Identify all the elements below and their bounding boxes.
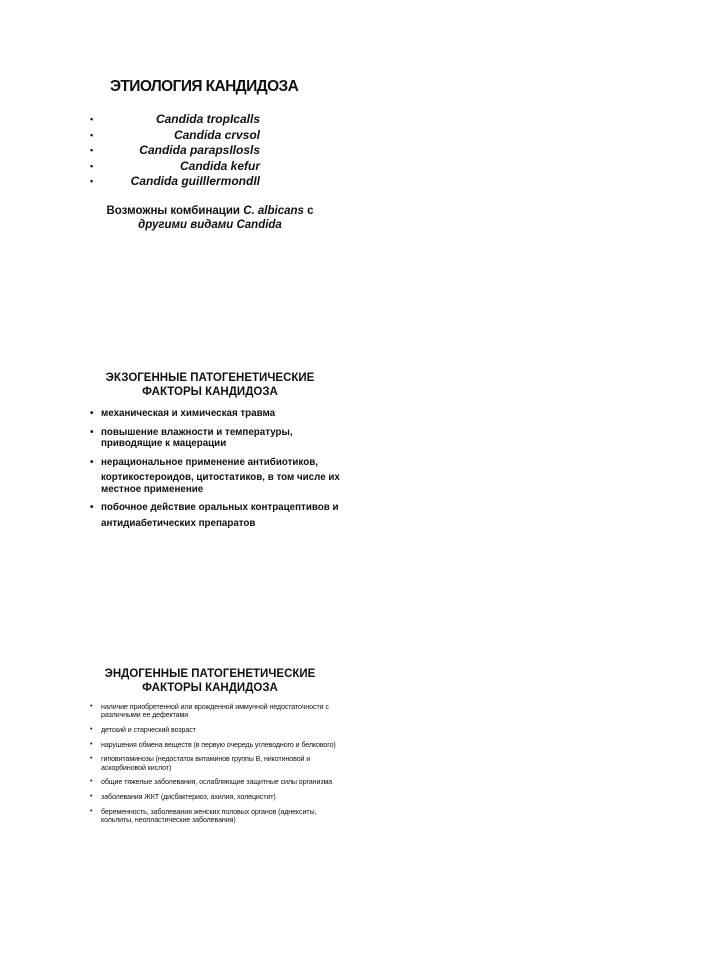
species-list — [90, 112, 260, 190]
list-item: • повышение влажности и температуры, приводящие к мацерации — [90, 426, 293, 449]
list-item: • побочное действие оральных контрацептивов и антидиабетических препаратов — [90, 502, 339, 529]
list-item: • Candida tropIcalls — [90, 112, 260, 126]
bullet-icon: • — [90, 160, 94, 171]
bullet-icon: • — [90, 807, 93, 815]
slide-endogenous-factors — [0, 640, 717, 960]
bullet-icon: • — [90, 778, 93, 786]
endogenous-factor-list — [90, 703, 340, 831]
list-item: • Candida parapsIlosls — [90, 143, 260, 157]
combination-note: Возможны комбинации C. albicans с другими видами Candida — [106, 205, 314, 231]
exogenous-factor-list — [90, 408, 340, 536]
list-item: • Candida crvsol — [90, 127, 260, 142]
list-item: • нерациональное применение антибиотиков, кортикостероидов, цитостатиков, в том числе их местное применение — [90, 456, 340, 495]
list-item: • беременность, заболевания женских половых органов (аднекситы, кольпиты, неопластические заболевания) — [90, 807, 317, 824]
bullet-icon: • — [90, 502, 94, 513]
bullet-icon: • — [90, 755, 93, 763]
bullet-icon: • — [90, 456, 94, 468]
list-item: • заболевания ЖКТ (дисбактериоз, ахилия, холецистит) — [90, 792, 276, 801]
list-item: • Candida kefur — [90, 158, 260, 173]
bullet-icon: • — [90, 145, 94, 155]
bullet-icon: • — [90, 129, 94, 140]
bullet-icon: • — [90, 725, 93, 733]
bullet-icon: • — [90, 176, 94, 186]
slide-exogenous-factors — [0, 320, 717, 640]
bullet-icon: • — [90, 740, 93, 748]
slide-title: ЭКЗОГЕННЫЕ ПАТОГЕНЕТИЧЕСКИЕ ФАКТОРЫ КАНДИДОЗА — [105, 372, 315, 398]
bullet-icon: • — [90, 703, 93, 710]
bullet-icon: • — [90, 408, 94, 419]
slide-title: ЭНДОГЕННЫЕ ПАТОГЕНЕТИЧЕСКИЕ ФАКТОРЫ КАНДИДОЗА — [104, 668, 316, 694]
bullet-icon: • — [90, 426, 94, 438]
slide-etiology — [0, 0, 717, 320]
slide-title: ЭТИОЛОГИЯ КАНДИДОЗА — [110, 78, 299, 95]
list-item: • нарушения обмена веществ (в первую очередь углеводного и белкового) — [90, 740, 336, 749]
list-item: • механическая и химическая травма — [90, 408, 276, 419]
bullet-icon: • — [90, 114, 94, 124]
list-item: • общие тяжелые заболевания, ослабляющие защитные силы организма — [90, 778, 333, 787]
list-item: • наличие приобретенной или врожденной иммунной недостаточности с различными ее дефектами — [90, 703, 329, 720]
list-item: • детский и старческий возраст — [90, 725, 196, 734]
list-item: • Candida guiIllermondIl — [90, 174, 260, 188]
bullet-icon: • — [90, 792, 93, 800]
list-item: • гиповитаминозы (недостаток витаминов группы В, никотиновой и аскорбиновой кислот) — [90, 755, 311, 772]
